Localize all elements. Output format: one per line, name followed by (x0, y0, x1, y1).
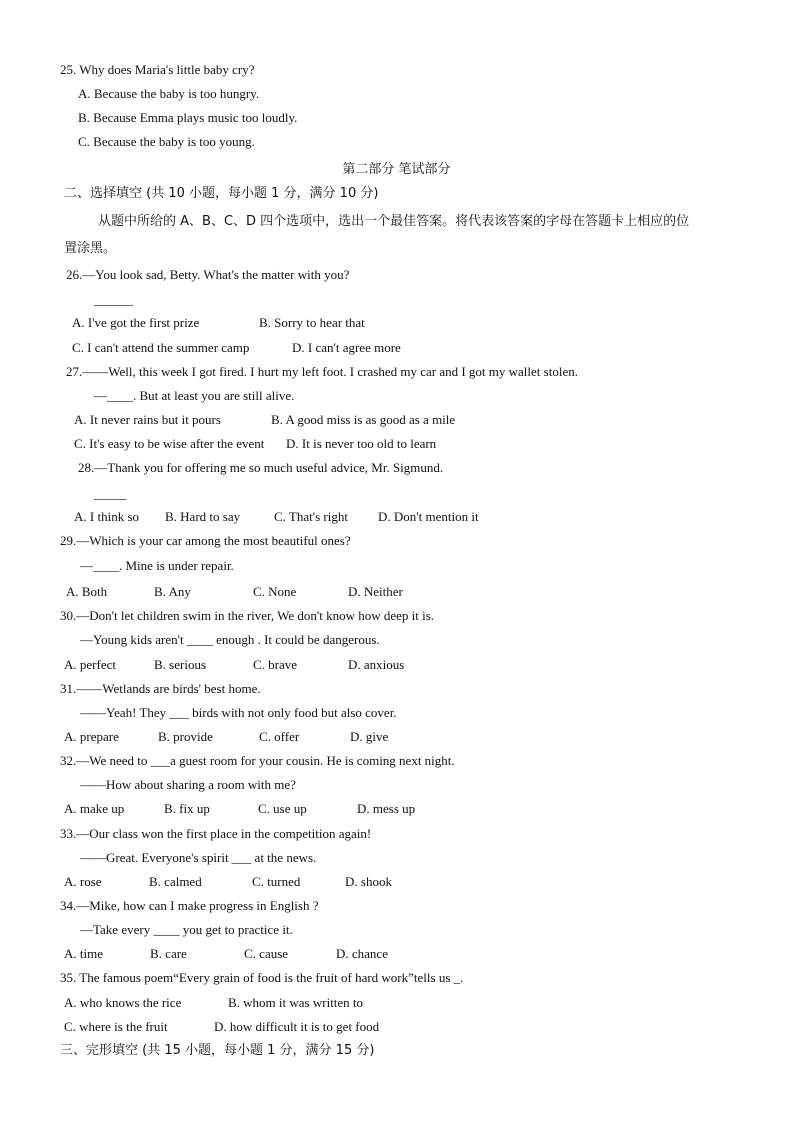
q31-reply: ——Yeah! They ___ birds with not only food but also cover. (80, 705, 397, 720)
q29-option-c: C. None (253, 584, 297, 599)
q32-stem: 32.—We need to ___a guest room for your cousin. He is coming next night. (60, 753, 455, 768)
q34-option-b: B. care (150, 946, 187, 961)
q32-option-c: C. use up (258, 801, 307, 816)
q31-stem: 31.——Wetlands are birds' best home. (60, 681, 261, 696)
q27-option-a: A. It never rains but it pours (74, 412, 221, 427)
q35-option-a: A. who knows the rice (64, 995, 182, 1010)
q35-stem: 35. The famous poem“Every grain of food is the fruit of hard work”tells us _. (60, 970, 464, 985)
q34-reply: —Take every ____ you get to practice it. (80, 922, 293, 937)
q33-reply: ——Great. Everyone's spirit ___ at the news. (80, 850, 317, 865)
q28-option-a: A. I think so (74, 509, 139, 524)
q29-option-b: B. Any (154, 584, 191, 599)
q30-option-d: D. anxious (348, 657, 405, 672)
q25-option-a: A. Because the baby is too hungry. (78, 86, 260, 101)
q26-option-c: C. I can't attend the summer camp (72, 340, 250, 355)
q26-option-a: A. I've got the first prize (72, 315, 200, 330)
q31-option-b: B. provide (158, 729, 213, 744)
q32-option-b: B. fix up (164, 801, 210, 816)
q26-stem: 26.—You look sad, Betty. What's the matter with you? (66, 267, 350, 282)
q28-option-c: C. That's right (274, 509, 348, 524)
q27-option-b: B. A good miss is as good as a mile (271, 412, 456, 427)
q34-option-a: A. time (64, 946, 103, 961)
q29-option-a: A. Both (66, 584, 108, 599)
q30-stem: 30.—Don't let children swim in the river, We don't know how deep it is. (60, 608, 435, 623)
q27-stem: 27.——Well, this week I got fired. I hurt my left foot. I crashed my car and I got my wallet stolen. (66, 364, 578, 379)
q28-option-b: B. Hard to say (165, 509, 241, 524)
q33-option-b: B. calmed (149, 874, 202, 889)
q28-reply: _____ (94, 486, 127, 501)
section2-heading: 二、选择填空 (共 10 小题，每小题 1 分，满分 10 分) (64, 186, 379, 201)
q28-stem: 28.—Thank you for offering me so much useful advice, Mr. Sigmund. (78, 460, 444, 475)
q34-option-d: D. chance (336, 946, 388, 961)
q33-option-a: A. rose (64, 874, 102, 889)
q25-stem: 25. Why does Maria's little baby cry? (60, 62, 255, 77)
q30-option-c: C. brave (253, 657, 298, 672)
q27-reply: —____. But at least you are still alive. (94, 388, 295, 403)
q27-option-c: C. It's easy to be wise after the event (74, 436, 265, 451)
section3-heading: 三、完形填空 (共 15 小题，每小题 1 分，满分 15 分) (60, 1043, 375, 1058)
part2-title: 第二部分 笔试部分 (342, 162, 451, 177)
q29-reply: —____. Mine is under repair. (80, 558, 234, 573)
q25-option-c: C. Because the baby is too young. (78, 134, 255, 149)
q34-option-c: C. cause (244, 946, 289, 961)
q25-option-b: B. Because Emma plays music too loudly. (78, 110, 298, 125)
q35-option-c: C. where is the fruit (64, 1019, 168, 1034)
q32-option-a: A. make up (64, 801, 125, 816)
q35-option-d: D. how difficult it is to get food (214, 1019, 380, 1034)
q31-option-c: C. offer (259, 729, 300, 744)
q35-option-b: B. whom it was written to (228, 995, 364, 1010)
q30-option-a: A. perfect (64, 657, 116, 672)
q30-reply: —Young kids aren't ____ enough . It could be dangerous. (80, 632, 380, 647)
q33-stem: 33.—Our class won the first place in the competition again! (60, 826, 372, 841)
q32-option-d: D. mess up (357, 801, 416, 816)
q28-option-d: D. Don't mention it (378, 509, 479, 524)
q31-option-d: D. give (350, 729, 389, 744)
q33-option-d: D. shook (345, 874, 392, 889)
q29-stem: 29.—Which is your car among the most beautiful ones? (60, 533, 351, 548)
q32-reply: ——How about sharing a room with me? (80, 777, 296, 792)
q33-option-c: C. turned (252, 874, 301, 889)
q29-option-d: D. Neither (348, 584, 403, 599)
q34-stem: 34.—Mike, how can I make progress in English ? (60, 898, 319, 913)
q31-option-a: A. prepare (64, 729, 119, 744)
section2-instructions-line1: 从题中所给的 A、B、C、D 四个选项中，选出一个最佳答案。将代表该答案的字母在答题卡上相应的位 (98, 214, 690, 229)
q26-option-b: B. Sorry to hear that (259, 315, 365, 330)
q26-reply: ______ (94, 292, 133, 307)
q27-option-d: D. It is never too old to learn (286, 436, 437, 451)
q26-option-d: D. I can't agree more (292, 340, 401, 355)
section2-instructions-line2: 置涂黑。 (64, 241, 117, 256)
q30-option-b: B. serious (154, 657, 206, 672)
